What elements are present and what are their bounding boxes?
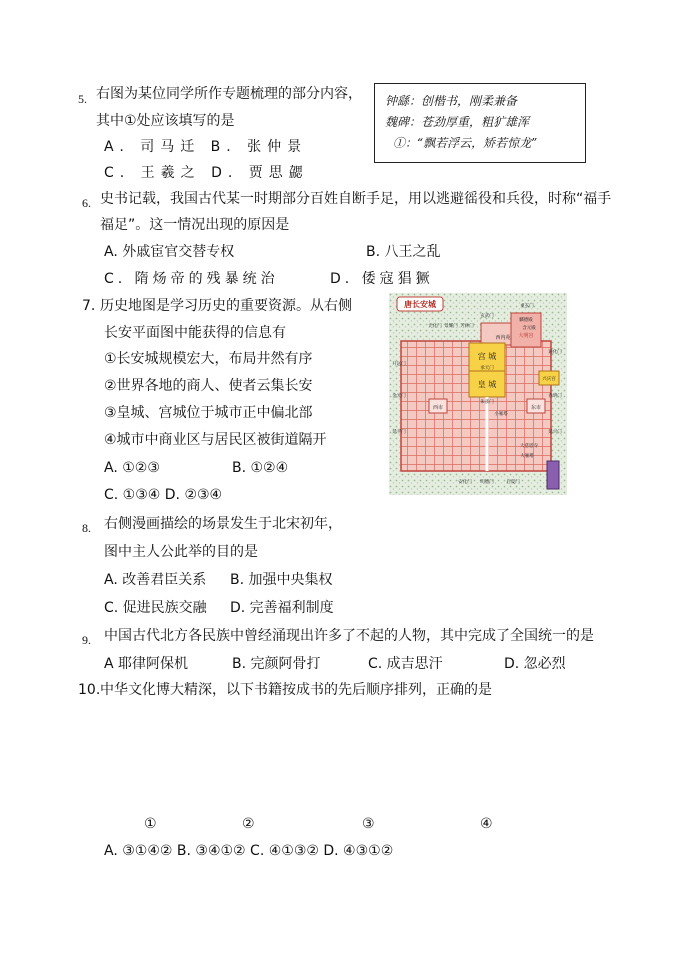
map-label-kaiyuanmen: 开远门 (392, 362, 406, 367)
q9-option-b: B. 完颜阿骨打 (232, 656, 321, 672)
map-label-mingdemen: 明德门 (480, 480, 494, 485)
map-label-guanghuamen: 光化门 (428, 324, 442, 329)
q5-number: 5. (78, 92, 87, 106)
q7-option-a: A. ①②③ (104, 460, 160, 476)
changan-city-map (389, 293, 567, 495)
q6-option-a: A. 外戚宦官交替专权 (104, 244, 235, 260)
map-label-qixiamen: 启夏门 (506, 480, 520, 485)
map-label-jinguangmen: 金光门 (392, 394, 406, 399)
map-label-fanglinmen: 芳林门 (460, 324, 474, 329)
q5-options-cd: C. 王羲之 D. 贾思勰 (104, 165, 309, 181)
map-label-dongshi: 东市 (530, 405, 542, 411)
q10-label-2: ② (242, 816, 255, 832)
q5-box-line1: 钟繇：创楷书，刚柔兼备 (385, 94, 518, 108)
q8-stem-line2: 图中主人公此举的目的是 (104, 544, 258, 560)
q9-stem: 中国古代北方各民族中曾经涌现出许多了不起的人物，其中完成了全国统一的是 (104, 628, 594, 644)
q7-item-3: ③皇城、宫城位于城市正中偏北部 (104, 405, 313, 421)
q6-option-c: C. 隋炀帝的残暴统治 (104, 271, 279, 287)
q10-stem: 中华文化博大精深，以下书籍按成书的先后顺序排列，正确的是 (100, 682, 492, 698)
q5-box-line2: 魏碑：苍劲厚重，粗犷雄浑 (385, 115, 530, 129)
q7-options-cd: C. ①③④ D. ②③④ (104, 487, 223, 503)
map-label-daminggong: 大明宫 (518, 333, 534, 339)
q7-item-2: ②世界各地的商人、使者云集长安 (104, 378, 313, 394)
q5-stem-line2: 其中①处应该填写的是 (96, 113, 235, 129)
map-label-jingyaomen: 景耀门 (444, 324, 458, 329)
q9-option-c: C. 成吉思汗 (368, 656, 443, 672)
map-label-zhuquemen: 朱雀门 (480, 400, 494, 405)
map-label-chunmingmen: 春明门 (548, 394, 562, 399)
map-title: 唐长安城 (404, 300, 436, 309)
map-label-chongxuanmen: 重玄门 (520, 304, 534, 309)
q6-number: 6. (82, 196, 91, 210)
map-label-xineiyuan: 西内苑 (495, 335, 511, 341)
q6-stem-line1: 史书记载，我国古代某一时期部分百姓自断手足，用以逃避徭役和兵役，时称“福手 (100, 191, 612, 207)
q9-option-d: D. 忽必烈 (504, 656, 566, 672)
q7-item-1: ①长安城规模宏大，布局井然有序 (104, 351, 313, 367)
q7-stem-line2: 长安平面图中能获得的信息有 (104, 325, 286, 341)
map-label-dayanta: 大雁塔 (520, 454, 534, 459)
q8-option-c: C. 促进民族交融 (104, 600, 207, 616)
q6-option-d: D. 倭寇猖獗 (330, 271, 434, 287)
q7-item-4: ④城市中商业区与居民区被街道隔开 (104, 432, 327, 448)
map-label-hanyuandian: 含元殿 (522, 326, 536, 331)
q5-box-line3: ①：“飘若浮云，矫若惊龙” (393, 136, 538, 150)
map-label-anhuamen: 安化门 (458, 480, 472, 485)
q10-label-3: ③ (362, 816, 375, 832)
q7-number: 7. (82, 298, 96, 314)
q9-number: 9. (82, 633, 91, 647)
q9-option-a: A 耶律阿保机 (104, 656, 189, 672)
q10-label-1: ① (144, 816, 157, 832)
q7-option-b: B. ①②④ (232, 460, 289, 476)
q5-options-ab: A. 司马迁 B. 张仲景 (104, 139, 308, 155)
map-label-yanxingmen: 延兴门 (548, 430, 562, 435)
q10-number: 10. (78, 682, 101, 698)
map-label-huangcheng: 皇 城 (477, 380, 497, 389)
q8-number: 8. (82, 521, 91, 535)
q10-label-4: ④ (480, 816, 493, 832)
q8-stem-line1: 右侧漫画描绘的场景发生于北宋初年， (104, 516, 342, 532)
map-label-gongcheng: 宫 城 (477, 352, 497, 361)
q7-stem-line1: 历史地图是学习历史的重要资源。从右侧 (100, 298, 352, 314)
map-label-xuanwumen: 玄武门 (480, 314, 494, 319)
q8-option-a: A. 改善君臣关系 (104, 572, 207, 588)
qujiang-pond-block (547, 461, 559, 489)
q6-stem-line2: 福足”。这一情况出现的原因是 (100, 217, 290, 233)
map-label-xishi: 西市 (432, 405, 444, 411)
map-label-yanpingmen: 延平门 (392, 430, 406, 435)
q6-option-b: B. 八王之乱 (366, 244, 441, 260)
q8-option-b: B. 加强中央集权 (230, 572, 333, 588)
map-label-xiaoyanta: 小雁塔 (494, 412, 508, 417)
q5-info-box (374, 83, 586, 163)
map-label-chengtianmen: 承天门 (480, 366, 494, 371)
q5-stem-line1: 右图为某位同学所作专题梳理的部分内容， (96, 86, 362, 102)
map-label-xingqinggong: 兴庆宫 (542, 377, 556, 382)
map-label-lindedian: 麟德殿 (519, 318, 533, 323)
q8-option-d: D. 完善福利制度 (230, 600, 334, 616)
q10-options: A. ③①④② B. ③④①② C. ④①③② D. ④③①② (104, 843, 394, 859)
map-label-daciensi: 大慈恩寺 (520, 444, 538, 449)
map-label-tonghuamen: 通化门 (548, 350, 562, 355)
